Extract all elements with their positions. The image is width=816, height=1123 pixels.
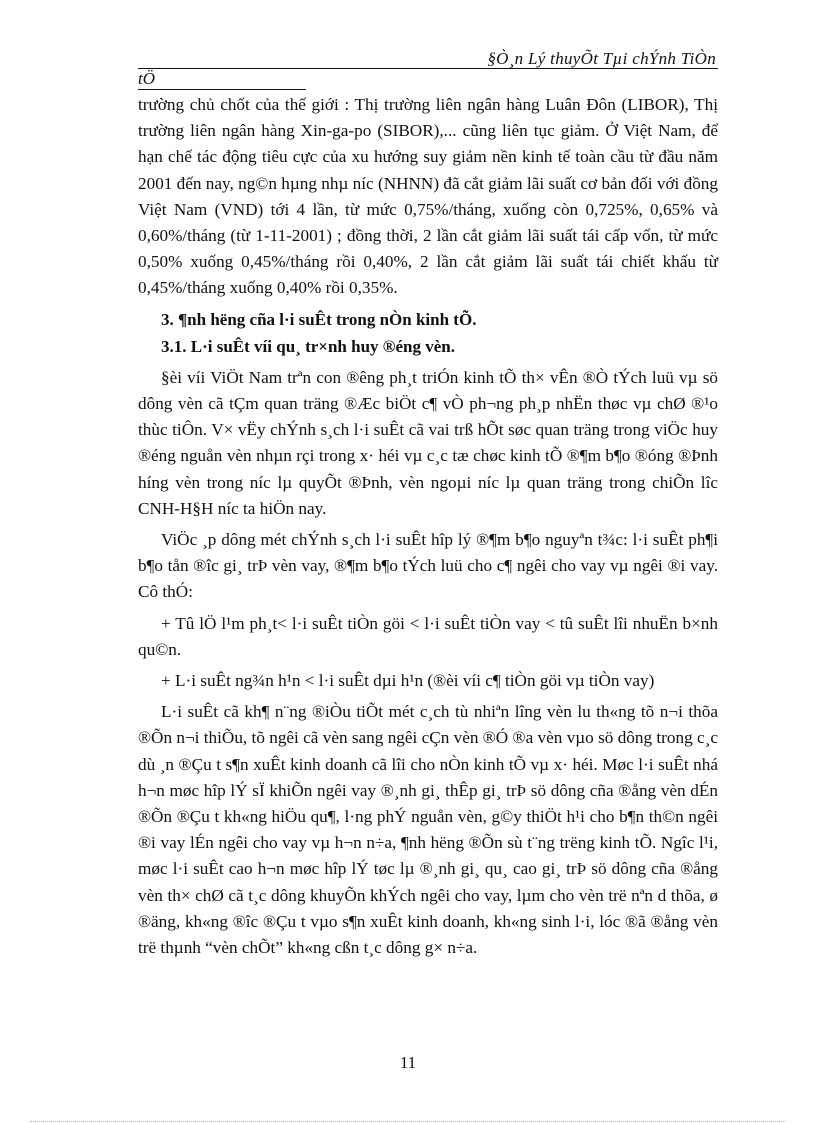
header-rule [138,68,718,69]
paragraph: L·i suÊt cã kh¶ n¨ng ®iÒu tiÕt mét c¸ch tù nhiªn lîng vèn lu th«ng tõ n¬i thõa ®Õn n¬i thiÕu, tõ ngêi cã vèn sang ngêi cÇn vèn ®Ó ®a vèn vµo sö dông trong c¸c dù ¸n ®Çu t s¶n xuÊt kinh doanh cã lîi cho nÒn kinh tÕ vµ x· héi. Møc l·i suÊt nhá h¬n møc hîp lÝ sÏ khiÕn ngêi vay ®¸nh gi¸ thÊp gi¸ trÞ sö dông cña ®ång vèn dÉn ®Õn ®Çu t kh«ng hiÖu qu¶, l·ng phÝ nguån vèn, g©y thiÖt h¹i cho b¶n th©n ngêi ®i vay lÉn ngêi cho vay vµ h¬n n÷a, ¶nh hëng ®Õn sù t¨ng trëng kinh tÕ. Ngîc l¹i, møc l·i suÊt cao h¬n møc hîp lÝ tøc lµ ®¸nh gi¸ qu¸ cao gi¸ trÞ sö dông cña ®ång vèn th× chØ cã t¸c dông khuyÕn khÝch ngêi cho vay, lµm cho vèn trë nªn d thõa, ø ®äng, kh«ng ®îc ®Çu t vµo s¶n xuÊt kinh doanh, kh«ng sinh l·i, lóc ®ã ®ång vèn trë thµnh “vèn chÕt” kh«ng cßn t¸c dông g× n÷a. [138,702,718,958]
running-header-title: §Ò¸n Lý thuyÕt Tµi chÝnh TiÒn [487,49,716,68]
document-body [138,92,718,961]
subsection-heading: 3.1. L·i suÊt víi qu¸ tr×nh huy ®éng vèn. [161,336,455,356]
page-bottom-border [30,1121,786,1122]
section-heading: 3. ¶nh hëng cña l·i suÊt trong nÒn kinh tÕ. [161,309,477,329]
paragraph: §èi víi ViÖt Nam trªn con ®êng ph¸t triÓn kinh tÕ th× vÊn ®Ò tÝch luü vµ sö dông vèn cã tÇm quan träng ®Æc biÖt c¶ vÒ ph¬ng ph¸p nhËn thøc vµ chØ ®¹o thùc tiÔn. V× vËy chÝnh s¸ch l·i suÊt cã vai trß hÕt søc quan träng trong viÖc huy ®éng nguån vèn nhµn rçi trong x· héi vµ c¸c tæ chøc kinh tÕ ®¶m b¶o ®óng ®Þnh híng vèn trong níc lµ quyÕt ®Þnh, vèn ngoµi níc lµ quan träng trong chiÕn lîc CNH-H§H níc ta hiÖn nay. [138,367,718,518]
running-header-subtitle: tÖ [138,69,155,88]
paragraph: ViÖc ¸p dông mét chÝnh s¸ch l·i suÊt hîp lý ®¶m b¶o nguyªn t¾c: l·i suÊt ph¶i b¶o tån ®îc gi¸ trÞ vèn vay, ®¶m b¶o tÝch luü cho c¶ ngêi cho vay vµ ngêi ®i vay. Cô thÓ: [138,530,718,602]
list-item-condition: + Tû lÖ l¹m ph¸t< l·i suÊt tiÒn göi < l·i suÊt tiÒn vay < tû suÊt lîi nhuËn b×nh qu©n. [138,613,718,659]
header-subtitle-rule [138,89,306,90]
list-item-condition: + L·i suÊt ng¾n h¹n < l·i suÊt dµi h¹n (®èi víi c¶ tiÒn göi vµ tiÒn vay) [161,671,655,691]
page-number: 11 [399,1053,417,1072]
paragraph-continuation: trường chủ chốt của thế giới : Thị trường liên ngân hàng Luân Đôn (LIBOR), Thị trường liên ngân hàng Xin-ga-po (SIBOR),... cũng liên tục giảm. Ở Việt Nam, để hạn chế tác động tiêu cực của xu hướng suy giảm nền kinh tế toàn cầu từ đầu năm 2001 đến nay, ng©n hµng nhµ níc (NHNN) đã cắt giảm lãi suất cơ bản đối với đồng Việt Nam (VND) tới 4 lần, từ mức 0,75%/tháng, xuống còn 0,725%, 0,65% và 0,60%/tháng (từ 1-11-2001) ; đồng thời, 2 lần cắt giảm lãi suất tái cấp vốn, từ mức 0,50% xuống 0,45%/tháng rồi 0,40%, 2 lần cắt giảm lãi suất tái chiết khấu từ 0,45%/tháng xuống 0,40% rồi 0,35%. [138,95,718,298]
